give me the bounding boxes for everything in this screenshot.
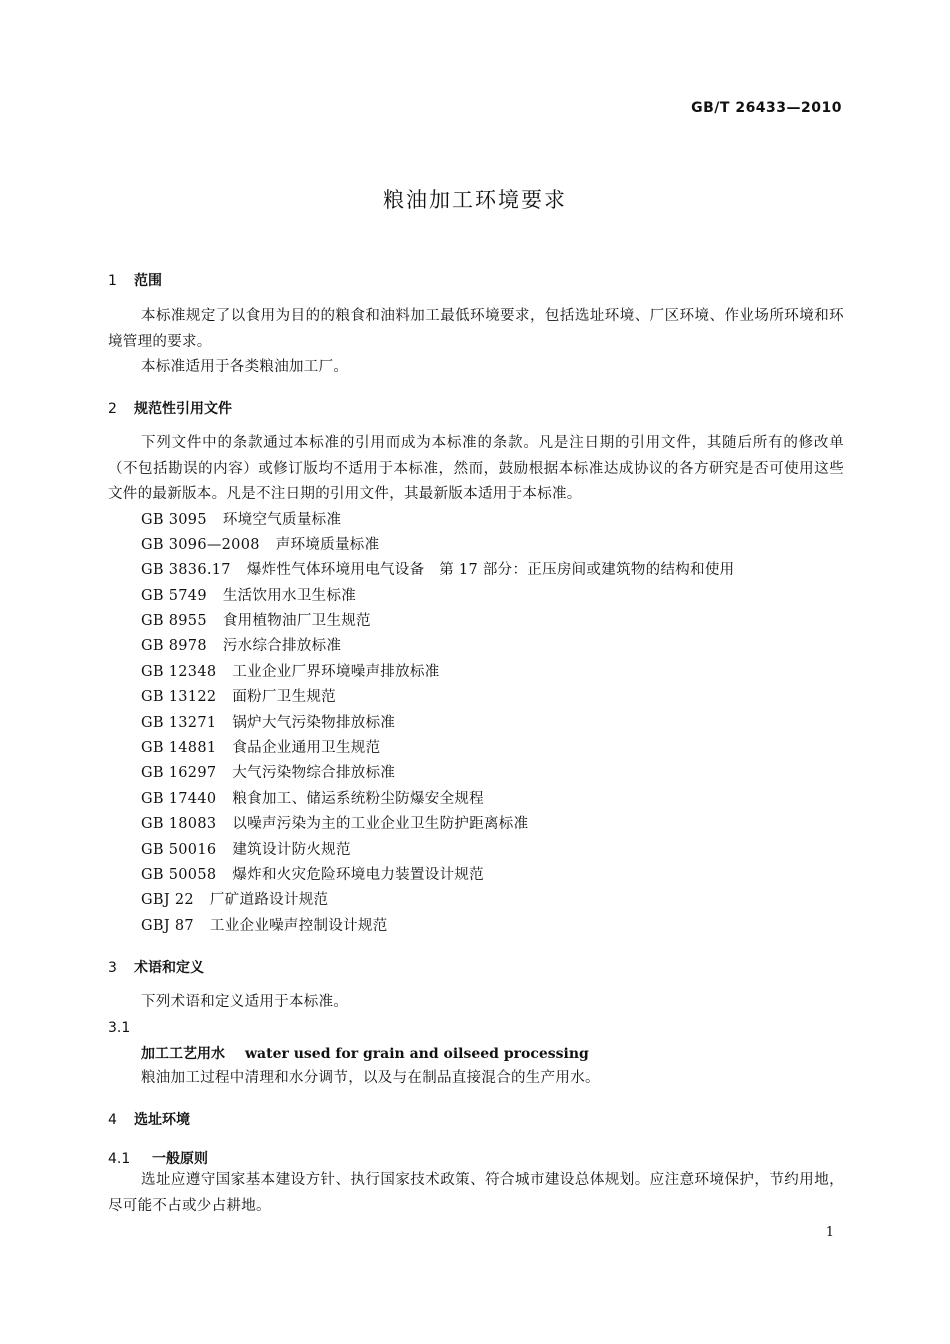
reference-code: GB 17440 — [141, 790, 217, 807]
reference-item — [141, 812, 844, 837]
paragraph: 本标准规定了以食用为目的的粮食和油料加工最低环境要求，包括选址环境、厂区环境、作业场所环境和环境管理的要求。 — [108, 308, 844, 350]
reference-item — [141, 685, 844, 710]
reference-code: GB 18083 — [141, 816, 217, 833]
reference-title: 厂矿道路设计规范 — [209, 892, 329, 909]
reference-title: 锅炉大气污染物排放标准 — [232, 714, 396, 731]
reference-title: 以噪声污染为主的工业企业卫生防护距离标准 — [232, 816, 529, 833]
section-3-heading — [108, 957, 844, 977]
paragraph: 选址应遵守国家基本建设方针、执行国家技术政策、符合城市建设总体规划。应注意环境保护，节约用地，尽可能不占或少占耕地。 — [108, 1172, 844, 1214]
reference-code: GB 50058 — [141, 866, 217, 883]
reference-item — [141, 914, 844, 939]
paragraph: 下列术语和定义适用于本标准。 — [141, 994, 349, 1010]
reference-code: GB 13271 — [141, 714, 217, 731]
section-title: 规范性引用文件 — [134, 401, 232, 417]
reference-code: GB 16297 — [141, 765, 217, 782]
section-1-body — [108, 304, 844, 381]
reference-title: 爆炸性气体环境用电气设备 第 17 部分：正压房间或建筑物的结构和使用 — [246, 562, 735, 579]
reference-title: 粮食加工、储运系统粉尘防爆安全规程 — [232, 790, 484, 807]
reference-code: GB 50016 — [141, 841, 217, 858]
reference-item — [141, 761, 844, 786]
reference-item — [141, 558, 844, 583]
reference-code: GB 14881 — [141, 740, 217, 757]
reference-item — [141, 508, 844, 533]
subsection-number: 4.1 — [108, 1151, 131, 1167]
reference-item — [141, 787, 844, 812]
reference-title: 环境空气质量标准 — [222, 511, 342, 528]
reference-code: GB 3095 — [141, 511, 207, 528]
section-number: 1 — [108, 273, 117, 289]
reference-title: 声环境质量标准 — [275, 536, 380, 553]
reference-item — [141, 609, 844, 634]
reference-item — [141, 711, 844, 736]
section-number: 4 — [108, 1112, 117, 1128]
reference-list — [108, 508, 844, 940]
reference-item — [141, 660, 844, 685]
term-definition: 粮油加工过程中清理和水分调节，以及与在制品直接混合的生产用水。 — [141, 1070, 600, 1086]
reference-title: 爆炸和火灾危险环境电力装置设计规范 — [232, 866, 484, 883]
section-title: 选址环境 — [134, 1112, 190, 1128]
reference-title: 面粉厂卫生规范 — [232, 689, 336, 706]
reference-item — [141, 634, 844, 659]
subsection-3-1-number: 3.1 — [108, 1020, 131, 1036]
page-number: 1 — [825, 1225, 834, 1240]
section-number: 3 — [108, 960, 117, 976]
reference-code: GB 13122 — [141, 689, 217, 706]
term-entry — [108, 1042, 844, 1092]
reference-title: 生活饮用水卫生标准 — [222, 587, 357, 604]
section-3-body — [108, 990, 844, 1016]
term-heading — [108, 1042, 844, 1066]
reference-code: GB 3096—2008 — [141, 536, 260, 553]
paragraph: 下列文件中的条款通过本标准的引用而成为本标准的条款。凡是注日期的引用文件，其随后所有的修改单（不包括勘误的内容）或修订版均不适用于本标准，然而，鼓励根据本标准达成协议的各方研究是否可使用这些文件的最新版本。凡是不注日期的引用文件，其最新版本适用于本标准。 — [108, 435, 844, 502]
reference-code: GBJ 22 — [141, 892, 194, 909]
standard-code: GB/T 26433—2010 — [691, 100, 842, 116]
reference-title: 食品企业通用卫生规范 — [232, 740, 381, 757]
section-2-body — [108, 431, 844, 939]
section-4-heading — [108, 1109, 844, 1129]
reference-item — [141, 533, 844, 558]
section-number: 2 — [108, 401, 117, 417]
subsection-4-1-heading — [108, 1148, 844, 1168]
reference-title: 污水综合排放标准 — [222, 638, 342, 655]
reference-item — [141, 736, 844, 761]
reference-title: 工业企业噪声控制设计规范 — [209, 917, 388, 934]
reference-title: 建筑设计防火规范 — [232, 841, 351, 858]
term-en: water used for grain and oilseed processing — [245, 1046, 589, 1062]
term-zh: 加工工艺用水 — [141, 1046, 225, 1062]
reference-code: GB 8978 — [141, 638, 207, 655]
reference-title: 工业企业厂界环境噪声排放标准 — [232, 663, 440, 680]
reference-code: GB 3836.17 — [141, 562, 231, 579]
reference-item — [141, 838, 844, 863]
reference-title: 食用植物油厂卫生规范 — [222, 613, 371, 630]
reference-title: 大气污染物综合排放标准 — [232, 765, 396, 782]
reference-code: GB 8955 — [141, 613, 207, 630]
document-title: 粮油加工环境要求 — [383, 188, 567, 212]
reference-code: GB 5749 — [141, 587, 207, 604]
section-title: 术语和定义 — [134, 960, 204, 976]
section-2-heading — [108, 398, 844, 418]
reference-item — [141, 863, 844, 888]
section-1-heading — [108, 270, 844, 290]
reference-item — [141, 888, 844, 913]
subsection-title: 一般原则 — [152, 1151, 208, 1167]
reference-item — [141, 584, 844, 609]
reference-code: GB 12348 — [141, 663, 217, 680]
reference-code: GBJ 87 — [141, 917, 194, 934]
paragraph: 本标准适用于各类粮油加工厂。 — [141, 359, 349, 375]
section-title: 范围 — [134, 273, 162, 289]
section-4-body — [108, 1168, 844, 1219]
